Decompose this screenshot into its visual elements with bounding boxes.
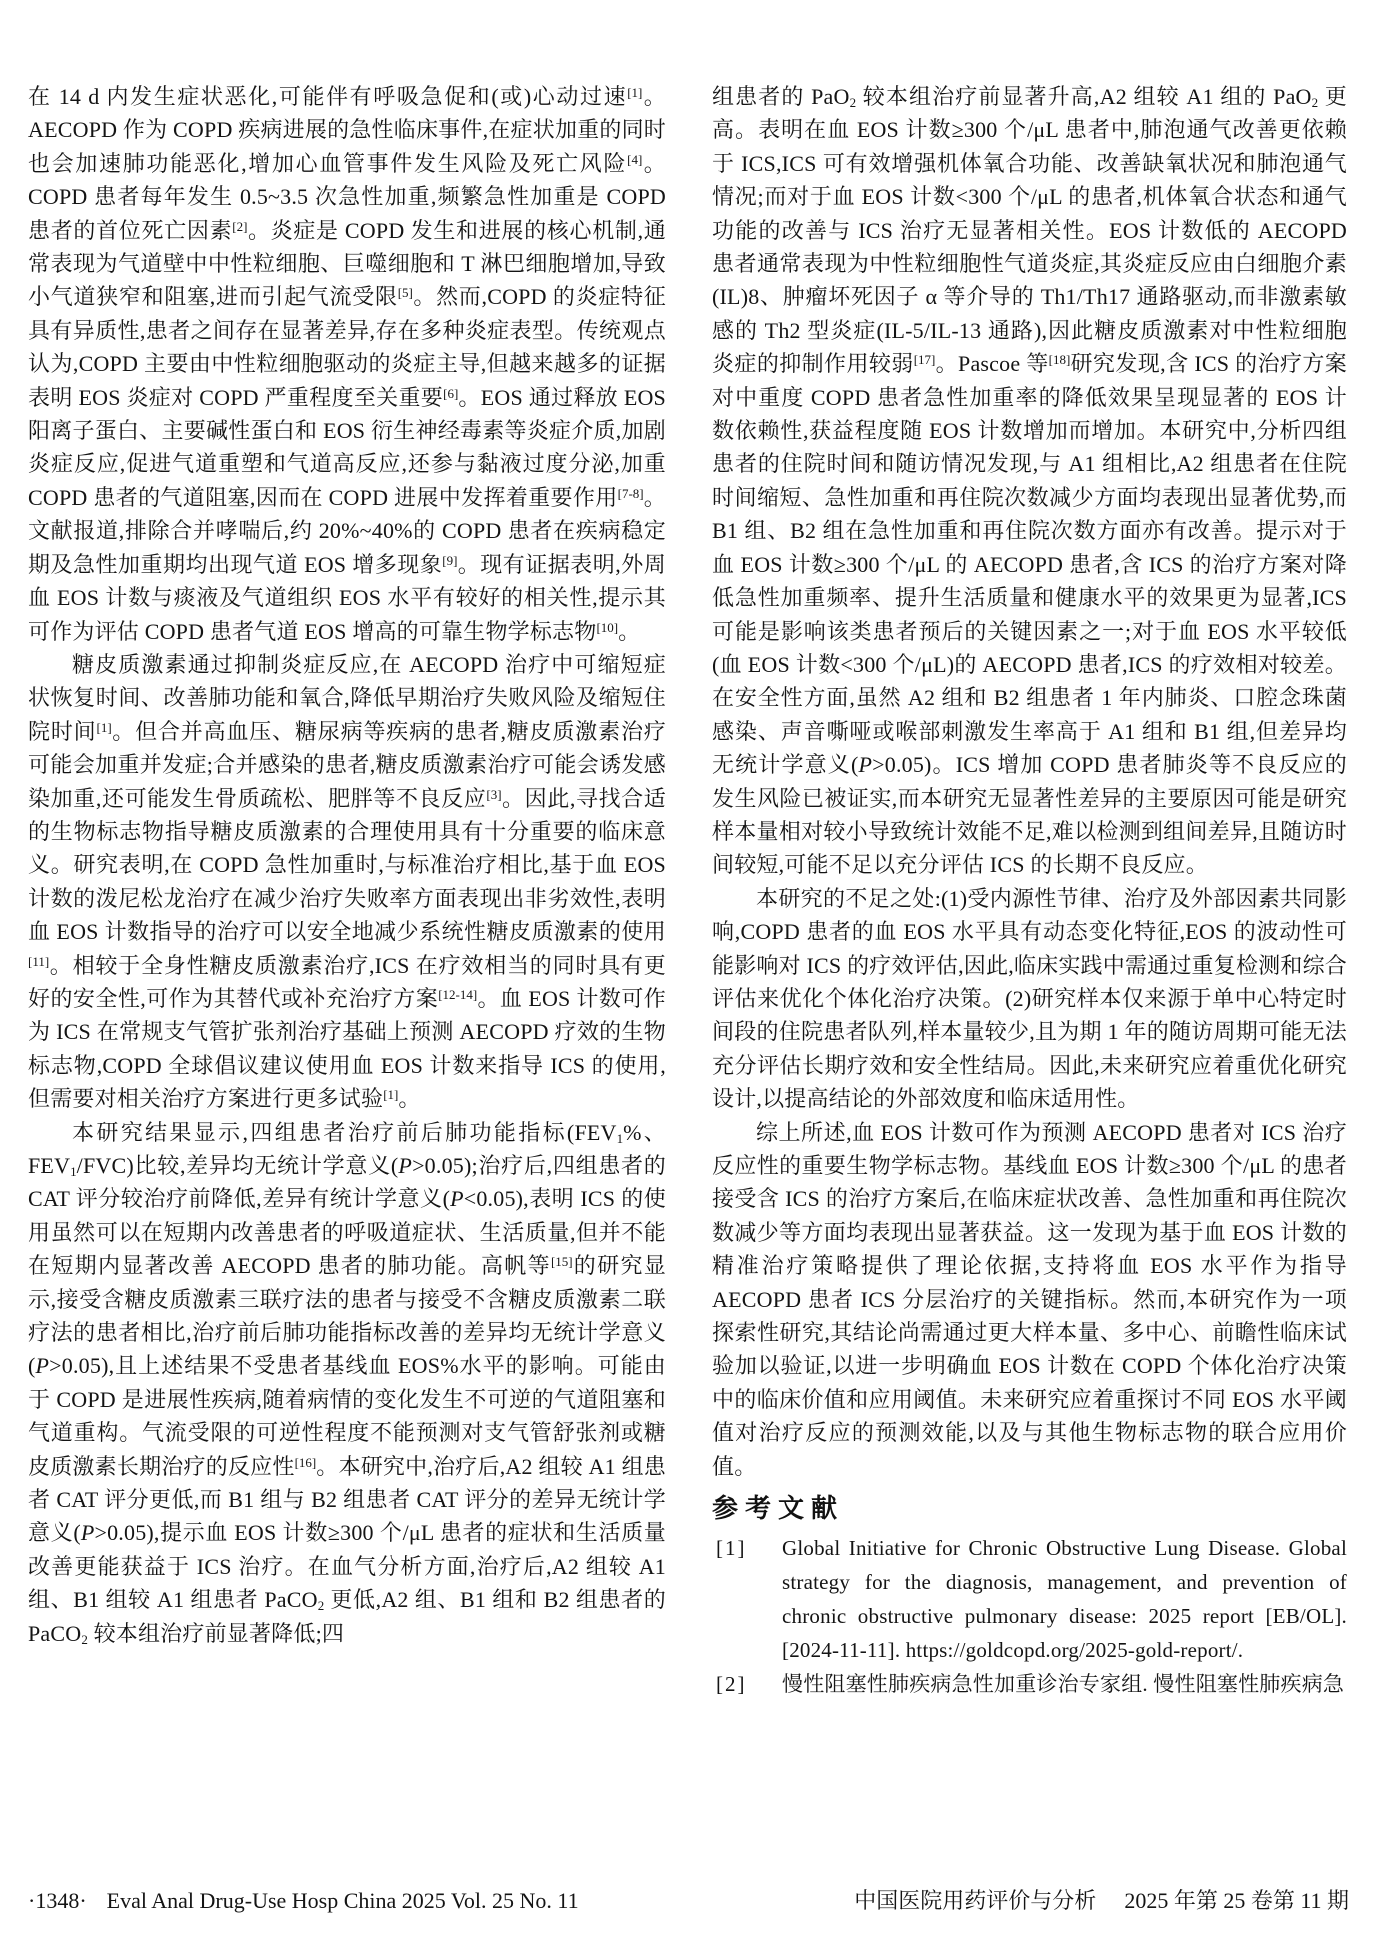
page-number: ·1348· (28, 1888, 87, 1913)
left-column (28, 80, 666, 1650)
page-footer (28, 1884, 1349, 1915)
subscript: 1 (616, 1130, 624, 1146)
citation-marker: [17] (913, 352, 936, 368)
paragraph: 糖皮质激素通过抑制炎症反应,在 AECOPD 治疗中可缩短症状恢复时间、改善肺功能和氧合,降低早期治疗失败风险及缩短住院时间[1]。但合并高血压、糖尿病等疾病的患者,糖皮质激素治疗可能会加重并发症;合并感染的患者,糖皮质激素治疗可能会诱发感染加重,还可能发生骨质疏松、肥胖等不良反应[3]。因此,寻找合适的生物标志物指导糖皮质激素的合理使用具有十分重要的临床意义。研究表明,在 COPD 急性加重时,与标准治疗相比,基于血 EOS 计数的泼尼松龙治疗在减少治疗失败率方面表现出非劣效性,表明血 EOS 计数指导的治疗可以安全地减少系统性糖皮质激素的使用[11]。相较于全身性糖皮质激素治疗,ICS 在疗效相当的同时具有更好的安全性,可作为其替代或补充治疗方案[12-14]。血 EOS 计数可作为 ICS 在常规支气管扩张剂治疗基础上预测 AECOPD 疗效的生物标志物,COPD 全球倡议建议使用血 EOS 计数来指导 ICS 的使用,但需要对相关治疗方案进行更多试验[1]。 (28, 651, 667, 1112)
paragraph: 组患者的 PaO$_2$ 较本组治疗前显著升高,A2 组较 A1 组的 PaO$_2$ 更高。表明在血 EOS 计数≥300 个/μL 患者中,肺泡通气改善更依赖于 ICS,ICS 可有效增强机体氧合功能、改善缺氧状况和肺泡通气情况;而对于血 EOS 计数<300 个/μL 的患者,机体氧合状态和通气功能的改善与 ICS 治疗无显著相关性。EOS 计数低的 AECOPD 患者通常表现为中性粒细胞性气道炎症,其炎症反应由白细胞介素(IL)8、肿瘤坏死因子 α 等介导的 Th1/Th17 通路驱动,而非激素敏感的 Th2 型炎症(IL-5/IL-13 通路),因此糖皮质激素对中性粒细胞炎症的抑制作用较弱[17]。Pascoe 等[18]研究发现,含 ICS 的治疗方案对中重度 COPD 患者急性加重率的降低效果呈现显著的 EOS 计数依赖性,获益程度随 EOS 计数增加而增加。本研究中,分析四组患者的住院时间和随访情况发现,与 A1 组相比,A2 组患者在住院时间缩短、急性加重和再住院次数减少方面均表现出显著优势,而 B1 组、B2 组在急性加重和再住院次数方面亦有改善。提示对于血 EOS 计数≥300 个/μL 的 AECOPD 患者,含 ICS 的治疗方案对降低急性加重频率、提升生活质量和健康水平的效果更为显著,ICS 可能是影响该类患者预后的关键因素之一;对于血 EOS 水平较低(血 EOS 计数<300 个/μL)的 AECOPD 患者,ICS 的疗效相对较差。在安全性方面,虽然 A2 组和 B2 组患者 1 年内肺炎、口腔念珠菌感染、声音嘶哑或喉部刺激发生率高于 A1 组和 B1 组,但差异均无统计学意义(P>0.05)。ICS 增加 COPD 患者肺炎等不良反应的发生风险已被证实,而本研究无显著性差异的主要原因可能是研究样本量相对较小导致统计效能不足,难以检测到组间差异,且随访时间较短,可能不足以充分评估 ICS 的长期不良反应。 (712, 84, 1347, 878)
citation-marker: [15] (550, 1254, 573, 1270)
citation-marker: [18] (1048, 352, 1071, 368)
references-heading: 参考文献 (712, 1493, 845, 1524)
citation-marker: [9] (442, 552, 458, 568)
citation-marker: [2] (232, 218, 248, 234)
citation-marker: [12-14] (438, 986, 478, 1002)
journal-name-zh: 中国医院用药评价与分析 (854, 1888, 1097, 1913)
reference-number: [1] (716, 1536, 747, 1561)
paragraph: 综上所述,血 EOS 计数可作为预测 AECOPD 患者对 ICS 治疗反应性的重要生物学标志物。基线血 EOS 计数≥300 个/μL 的患者接受含 ICS 的治疗方案后,在临床症状改善、急性加重和再住院次数减少等方面均表现出显著获益。这一发现为基于血 EOS 计数的精准治疗策略提供了理论依据,支持将血 EOS 水平作为指导 AECOPD 患者 ICS 分层治疗的关键指标。然而,本研究作为一项探索性研究,其结论尚需通过更大样本量、多中心、前瞻性临床试验加以验证,以进一步明确血 EOS 计数在 COPD 个体化治疗决策中的临床价值和应用阈值。未来研究应着重探讨不同 EOS 水平阈值对治疗反应的预测效能,以及与其他生物标志物的联合应用价值。 (712, 1119, 1347, 1479)
italic-variable: P (858, 752, 873, 778)
subscript: 2 (81, 1631, 88, 1647)
citation-marker: [3] (486, 786, 502, 802)
subscript: 1 (70, 1164, 77, 1179)
citation-marker: [10] (596, 619, 619, 635)
footer-left (28, 1888, 579, 1914)
citation-marker: [1] (383, 1087, 399, 1103)
italic-variable: P (450, 1186, 464, 1212)
paragraph: 本研究的不足之处:(1)受内源性节律、治疗及外部因素共同影响,COPD 患者的血 EOS 水平具有动态变化特征,EOS 的波动性可能影响对 ICS 的疗效评估,因此,临床实践中需通过重复检测和综合评估来优化个体化治疗决策。(2)研究样本仅来源于单中心特定时间段的住院患者队列,样本量较少,且为期 1 年的随访周期可能无法充分评估长期疗效和安全性结局。因此,未来研究应着重优化研究设计,以提高结论的外部效度和临床适用性。 (712, 885, 1347, 1112)
citation-marker: [11] (28, 953, 50, 969)
subscript: 2 (317, 1598, 325, 1614)
right-column (712, 80, 1347, 1701)
reference-item (712, 1668, 1347, 1702)
citation-marker: [4] (627, 151, 643, 167)
citation-marker: [1] (627, 85, 643, 100)
citation-marker: [6] (443, 385, 459, 401)
subscript: 2 (1311, 95, 1319, 110)
italic-variable: P (35, 1353, 50, 1379)
paragraph: 在 14 d 内发生症状恶化,可能伴有呼吸急促和(或)心动过速[1]。AECOPD 作为 COPD 疾病进展的急性临床事件,在症状加重的同时也会加速肺功能恶化,增加心血管事件发生风险及死亡风险[4]。COPD 患者每年发生 0.5~3.5 次急性加重,频繁急性加重是 COPD 患者的首位死亡因素[2]。炎症是 COPD 发生和进展的核心机制,通常表现为气道壁中中性粒细胞、巨噬细胞和 T 淋巴细胞增加,导致小气道狭窄和阻塞,进而引起气流受限[5]。然而,COPD 的炎症特征具有异质性,患者之间存在显著差异,存在多种炎症表型。传统观点认为,COPD 主要由中性粒细胞驱动的炎症主导,但越来越多的证据表明 EOS 炎症对 COPD 严重程度至关重要[6]。EOS 通过释放 EOS 阳离子蛋白、主要碱性蛋白和 EOS 衍生神经毒素等炎症介质,加剧炎症反应,促进气道重塑和气道高反应,还参与黏液过度分泌,加重 COPD 患者的气道阻塞,因而在 COPD 进展中发挥着重要作用[7-8]。文献报道,排除合并哮喘后,约 20%~40%的 COPD 患者在疾病稳定期及急性加重期均出现气道 EOS 增多现象[9]。现有证据表明,外周血 EOS 计数与痰液及气道组织 EOS 水平有较好的相关性,提示其可作为评估 COPD 患者气道 EOS 增高的可靠生物学标志物[10]。 (28, 84, 667, 644)
journal-name-en: Eval Anal Drug-Use Hosp China 2025 Vol. 25 No. 11 (106, 1888, 579, 1913)
reference-item (712, 1532, 1347, 1667)
reference-text: 慢性阻塞性肺疾病急性加重诊治专家组. 慢性阻塞性肺疾病急 (782, 1671, 1345, 1696)
issue-info: 2025 年第 25 卷第 11 期 (1124, 1888, 1349, 1913)
citation-marker: [5] (397, 285, 413, 301)
reference-number: [2] (716, 1671, 747, 1696)
subscript: 2 (849, 95, 857, 110)
citation-marker: [16] (294, 1454, 317, 1470)
italic-variable: P (398, 1153, 413, 1178)
footer-right (854, 1884, 1349, 1915)
citation-marker: [7-8] (617, 485, 644, 501)
reference-text: Global Initiative for Chronic Obstructive Lung Disease. Global strategy for the diagnosis, management, and prevention of chronic obstructive pulmonary disease: 2025 report [EB/OL]. [2024-11-11]. https://goldcopd.org/2025-gold-report/. (782, 1536, 1347, 1662)
italic-variable: P (80, 1520, 95, 1546)
paragraph: 本研究结果显示,四组患者治疗前后肺功能指标($FEV_1\%$、$FEV_1/FVC$)比较,差异均无统计学意义(P>0.05);治疗后,四组患者的 CAT 评分较治疗前降低,差异有统计学意义(P<0.05),表明 ICS 的使用虽然可以在短期内改善患者的呼吸道症状、生活质量,但并不能在短期内显著改善 AECOPD 患者的肺功能。高帆等[15]的研究显示,接受含糖皮质激素三联疗法的患者与接受不含糖皮质激素二联疗法的患者相比,治疗前后肺功能指标改善的差异均无统计学意义(P>0.05),且上述结果不受患者基线血 EOS%水平的影响。可能由于 COPD 是进展性疾病,随着病情的变化发生不可逆的气道阻塞和气道重构。气流受限的可逆性程度不能预测对支气管舒张剂或糖皮质激素长期治疗的反应性[16]。本研究中,治疗后,A2 组较 A1 组患者 CAT 评分更低,而 B1 组与 B2 组患者 CAT 评分的差异无统计学意义(P>0.05),提示血 EOS 计数≥300 个/μL 患者的症状和生活质量改善更能获益于 ICS 治疗。在血气分析方面,治疗后,A2 组较 A1 组、B1 组较 A1 组患者 PaCO$_2$ 更低,A2 组、B1 组和 B2 组患者的 PaCO$_2$ 较本组治疗前显著降低;四 (28, 1119, 667, 1647)
citation-marker: [1] (96, 719, 112, 735)
